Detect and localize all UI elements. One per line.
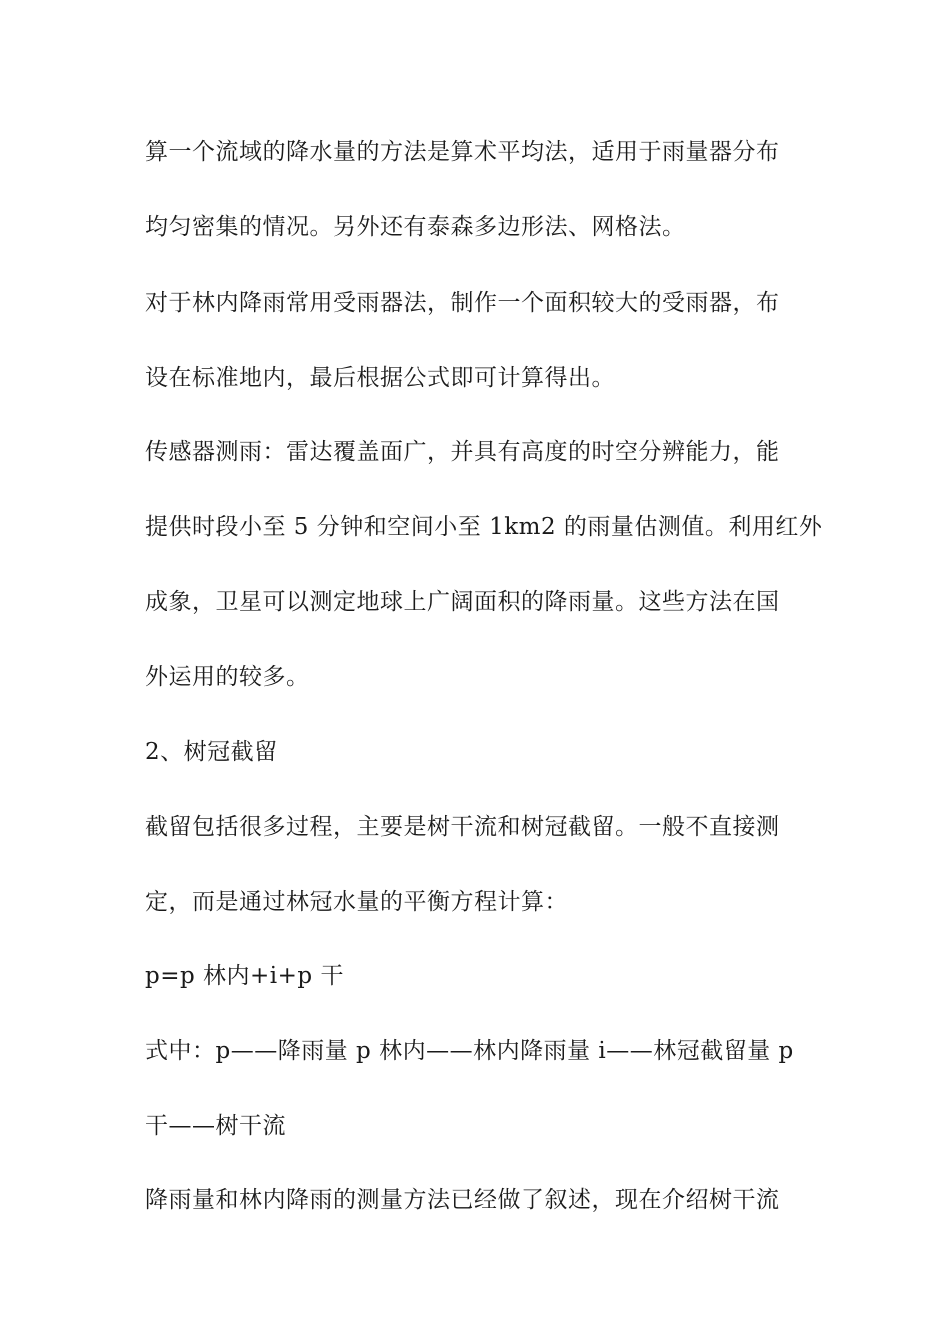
paragraph-line: 干——树干流: [145, 1113, 286, 1139]
paragraph-line: 降雨量和林内降雨的测量方法已经做了叙述，现在介绍树干流: [145, 1187, 780, 1213]
paragraph-line: 外运用的较多。: [145, 664, 310, 690]
paragraph-line: 设在标准地内，最后根据公式即可计算得出。: [145, 365, 615, 391]
paragraph-line: 截留包括很多过程，主要是树干流和树冠截留。一般不直接测: [145, 814, 780, 840]
paragraph-line: 算一个流域的降水量的方法是算术平均法，适用于雨量器分布: [145, 139, 780, 165]
paragraph-line: 均匀密集的情况。另外还有泰森多边形法、网格法。: [145, 214, 686, 240]
formula-line: p=p 林内+i+p 干: [145, 963, 344, 989]
section-heading: 2、树冠截留: [145, 739, 278, 765]
paragraph-line: 成象，卫星可以测定地球上广阔面积的降雨量。这些方法在国: [145, 589, 780, 615]
paragraph-line: 提供时段小至 5 分钟和空间小至 1km2 的雨量估测值。利用红外: [145, 514, 823, 540]
paragraph-line: 传感器测雨：雷达覆盖面广，并具有高度的时空分辨能力，能: [145, 439, 780, 465]
paragraph-line: 定，而是通过林冠水量的平衡方程计算：: [145, 889, 568, 915]
paragraph-line: 式中：p——降雨量 p 林内——林内降雨量 i——林冠截留量 p: [145, 1038, 794, 1064]
paragraph-line: 对于林内降雨常用受雨器法，制作一个面积较大的受雨器，布: [145, 290, 780, 316]
